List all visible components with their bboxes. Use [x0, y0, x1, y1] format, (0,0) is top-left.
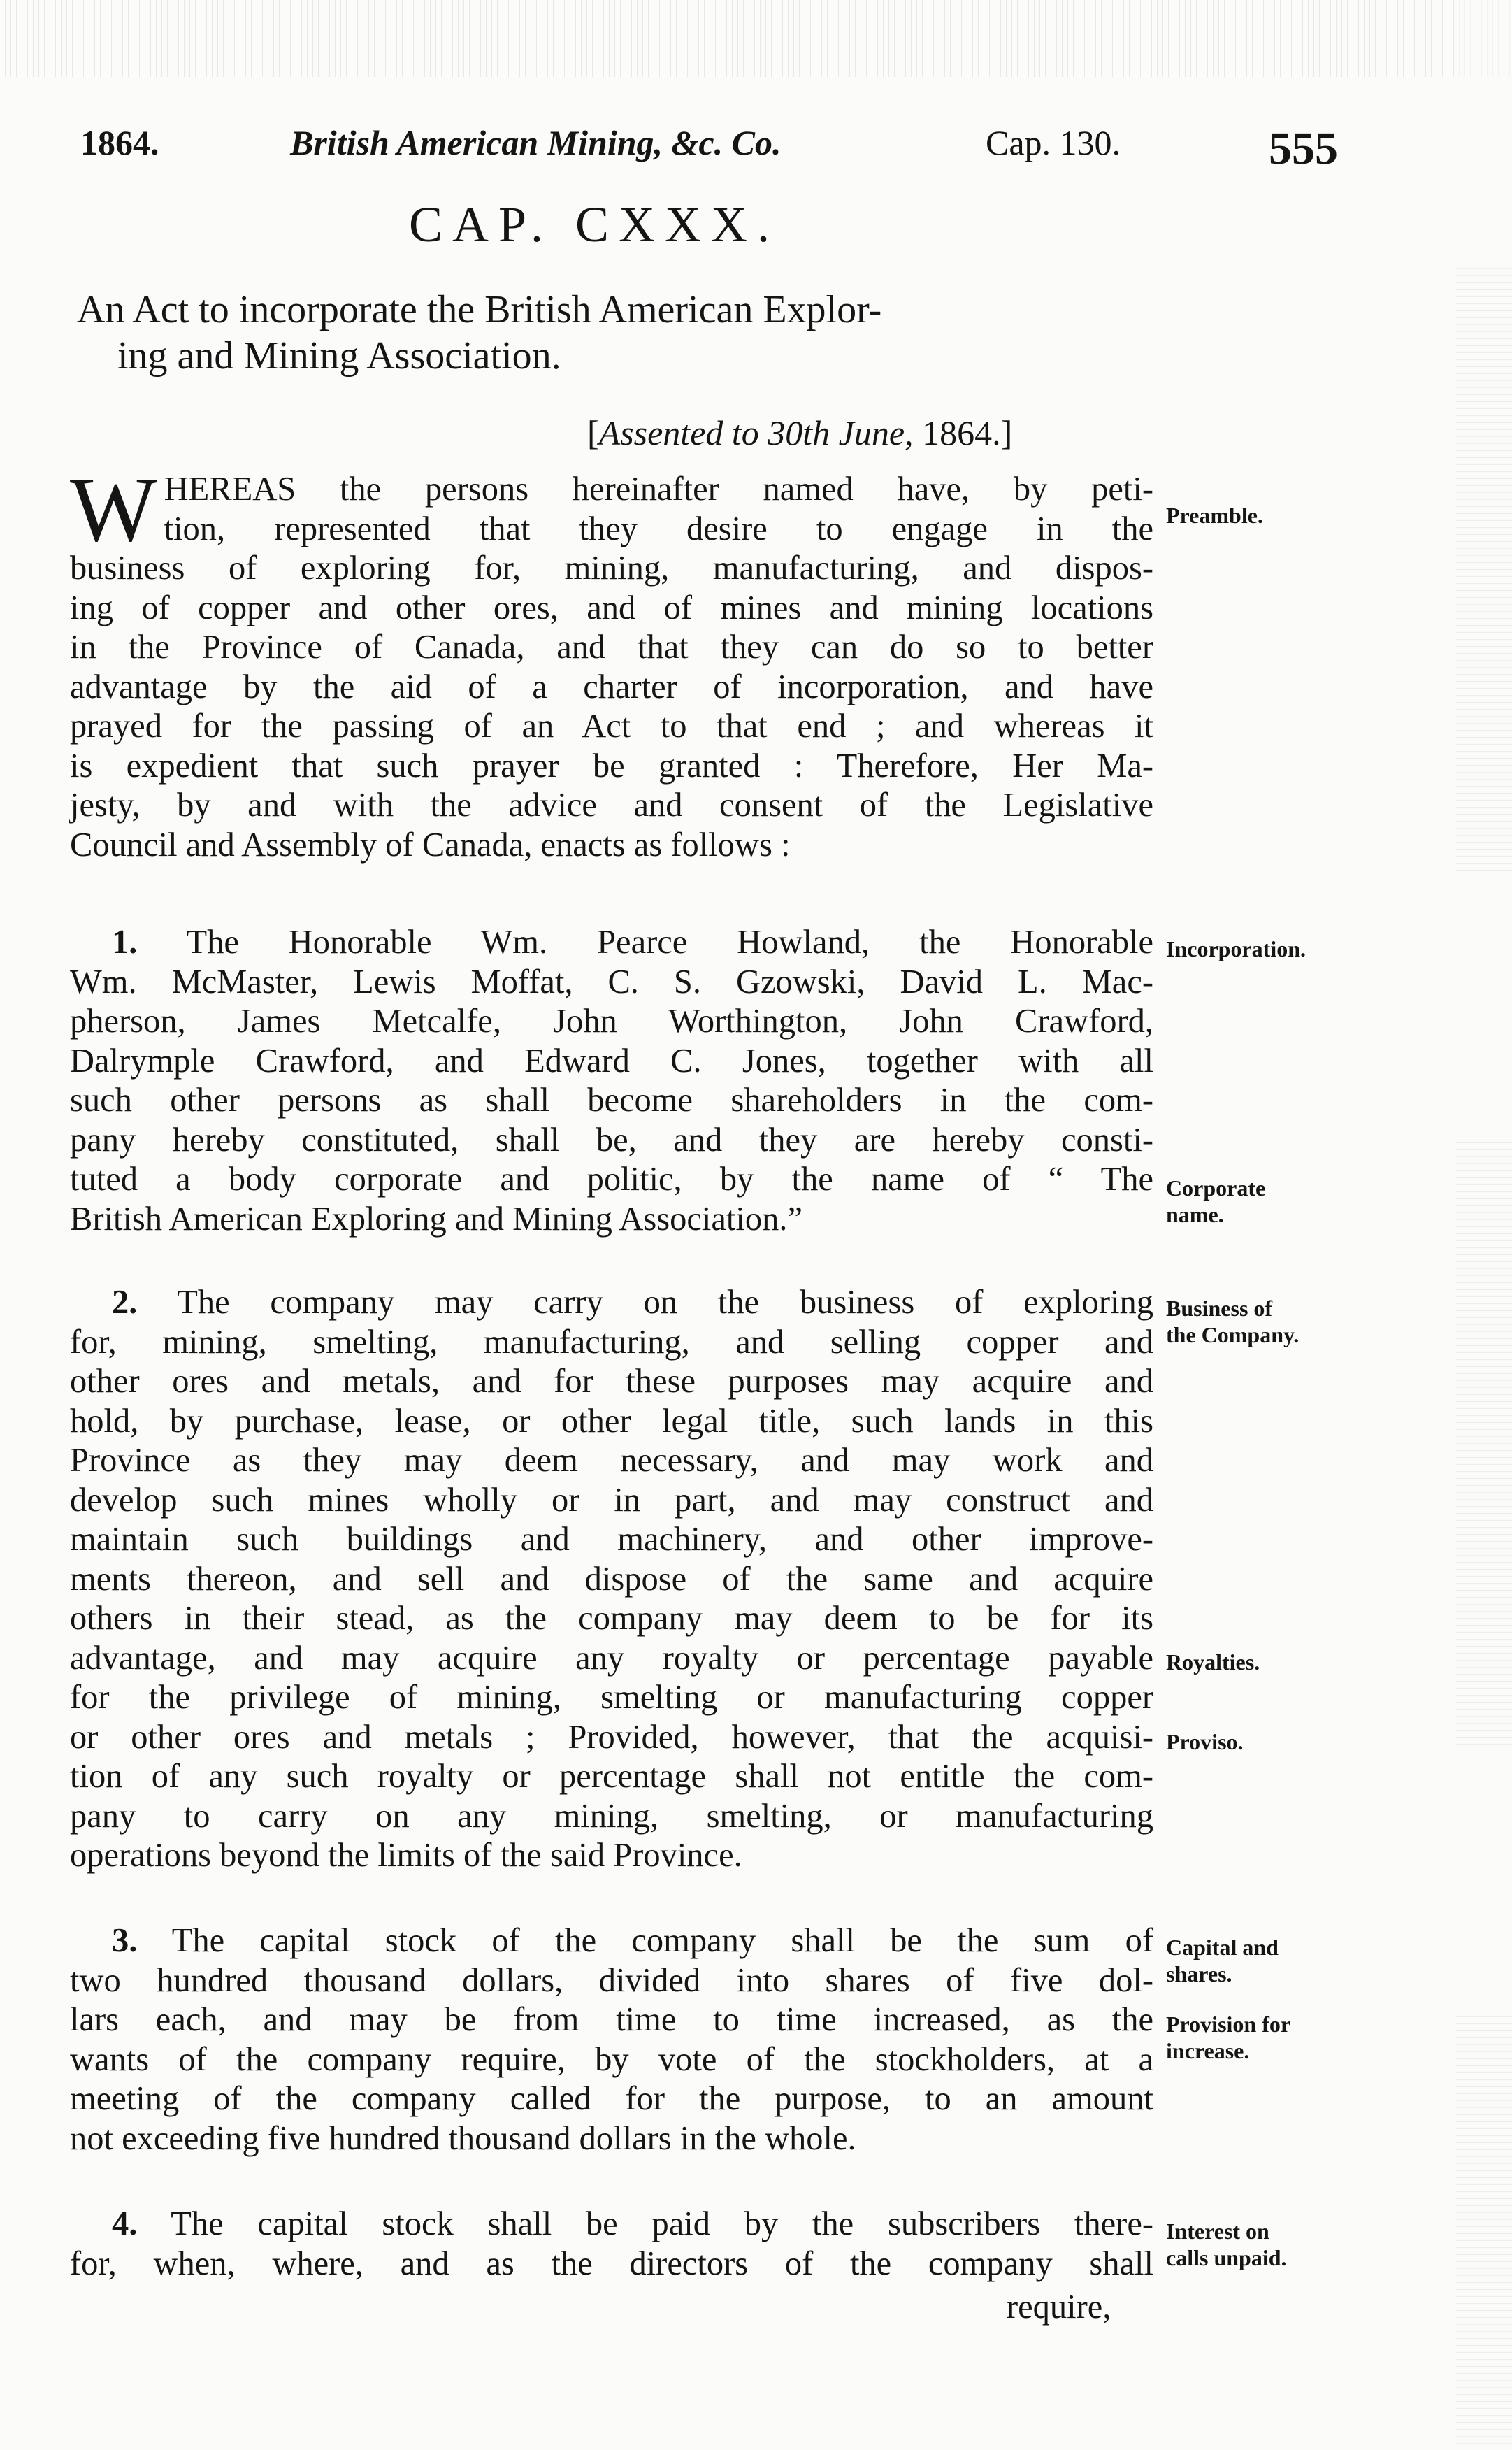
margin-note-preamble: Preamble.	[1166, 503, 1263, 528]
section-number: 3.	[112, 1922, 138, 1959]
section-line: lars each, and may be from time to time increased, as the	[70, 2001, 1153, 2038]
preamble-line: is expedient that such prayer be granted : Therefore, Her Ma-	[70, 747, 1153, 785]
section-line: hold, by purchase, lease, or other legal title, such lands in this	[70, 1402, 1153, 1440]
section-line: meeting of the company called for the purpose, to an amount	[70, 2080, 1153, 2117]
preamble-line: prayed for the passing of an Act to that end ; and whereas it	[70, 708, 1153, 745]
section-line: tion of any such royalty or percentage shall not entitle the com-	[70, 1758, 1153, 1795]
running-head-chapter: Cap. 130.	[986, 123, 1121, 162]
section-line: The Honorable Wm. Pearce Howland, the Honorable	[186, 924, 1153, 961]
margin-note-line: shares.	[1166, 1961, 1232, 1986]
section-line: The capital stock of the company shall be the sum of	[171, 1922, 1154, 1959]
preamble-line: advantage by the aid of a charter of incorporation, and have	[70, 668, 1153, 705]
section-2	[70, 1283, 1153, 1876]
chapter-heading: CAP. CXXX.	[408, 196, 780, 252]
margin-note-capital	[1166, 1934, 1348, 1987]
margin-note-interest	[1166, 2218, 1348, 2271]
section-line: for, mining, smelting, manufacturing, and selling copper and	[70, 1323, 1153, 1361]
section-line: Wm. McMaster, Lewis Moffat, C. S. Gzowski, David L. Mac-	[70, 963, 1153, 1001]
margin-note-line: Interest on	[1166, 2219, 1269, 2244]
assent-year: 1864.	[922, 413, 1001, 452]
preamble-paragraph	[70, 458, 1153, 865]
margin-note-business	[1166, 1295, 1348, 1348]
section-line: for, when, where, and as the directors of the company shall	[70, 2244, 1153, 2282]
preamble-line: business of exploring for, mining, manufacturing, and dispos-	[70, 550, 1153, 587]
act-title-line-1: An Act to incorporate the British American Explor-	[77, 288, 882, 331]
section-line: tuted a body corporate and politic, by the name of “ The	[70, 1161, 1153, 1198]
running-head-title: British American Mining, &c. Co.	[290, 123, 782, 162]
section-number: 2.	[112, 1284, 138, 1321]
act-title-line-2: ing and Mining Association.	[117, 334, 561, 378]
section-line: for the privilege of mining, smelting or manufacturing copper	[70, 1679, 1153, 1716]
preamble-line: tion, represented that they desire to engage in the	[164, 510, 1153, 547]
section-1	[70, 923, 1153, 1239]
margin-note-line: increase.	[1166, 2038, 1250, 2063]
margin-note-incorporation: Incorporation.	[1166, 936, 1306, 961]
section-line: wants of the company require, by vote of the stockholders, at a	[70, 2040, 1153, 2078]
section-line: other ores and metals, and for these purposes may acquire and	[70, 1363, 1153, 1400]
margin-note-line: Corporate	[1166, 1175, 1266, 1201]
preamble-line: ing of copper and other ores, and of mines and mining locations	[70, 589, 1153, 626]
margin-note-line: Provision for	[1166, 2012, 1291, 2037]
act-title	[77, 287, 1167, 379]
section-line: such other persons as shall become shareholders in the com-	[70, 1082, 1153, 1119]
section-3	[70, 1921, 1153, 2158]
section-line: Province as they may deem necessary, and may work and	[70, 1442, 1153, 1479]
margin-note-proviso: Proviso.	[1166, 1729, 1244, 1754]
section-line: ments thereon, and sell and dispose of the same and acquire	[70, 1560, 1153, 1598]
section-line: or other ores and metals ; Provided, however, that the acquisi-	[70, 1718, 1153, 1756]
section-4	[70, 2205, 1153, 2284]
section-line: advantage, and may acquire any royalty or percentage payable	[70, 1639, 1153, 1677]
section-line: operations beyond the limits of the said Province.	[70, 1837, 742, 1874]
margin-note-increase	[1166, 2011, 1348, 2064]
section-line: develop such mines wholly or in part, and may construct and	[70, 1481, 1153, 1519]
section-line: Dalrymple Crawford, and Edward C. Jones, together with all	[70, 1042, 1153, 1080]
section-line: British American Exploring and Mining Association.”	[70, 1200, 803, 1238]
running-head	[80, 122, 1360, 174]
running-head-year: 1864.	[80, 123, 159, 162]
assent-date-text: Assented to 30th June,	[598, 413, 914, 452]
section-line: pany to carry on any mining, smelting, or manufacturing	[70, 1797, 1153, 1835]
section-line: pherson, James Metcalfe, John Worthington, John Crawford,	[70, 1003, 1153, 1040]
margin-note-royalties: Royalties.	[1166, 1649, 1260, 1675]
drop-cap: W	[70, 458, 157, 561]
section-line: maintain such buildings and machinery, and other improve-	[70, 1521, 1153, 1558]
section-line: two hundred thousand dollars, divided into shares of five dol-	[70, 1961, 1153, 1999]
preamble-line: Council and Assembly of Canada, enacts as follows :	[70, 826, 791, 864]
section-line: The company may carry on the business of exploring	[177, 1284, 1153, 1321]
margin-note-line: Capital and	[1166, 1935, 1279, 1960]
section-line: pany hereby constituted, shall be, and they are hereby consti-	[70, 1121, 1153, 1159]
margin-note-line: name.	[1166, 1202, 1224, 1227]
preamble-line: in the Province of Canada, and that they can do so to better	[70, 629, 1153, 666]
margin-note-line: calls unpaid.	[1166, 2245, 1287, 2270]
page-number: 555	[1269, 123, 1338, 174]
catchword: require,	[1007, 2288, 1111, 2326]
section-line: not exceeding five hundred thousand dollars in the whole.	[70, 2119, 856, 2157]
section-number: 1.	[112, 924, 138, 961]
section-line: The capital stock shall be paid by the subscribers there-	[171, 2205, 1154, 2242]
margin-note-corporate-name	[1166, 1175, 1348, 1228]
preamble-line: HEREAS the persons hereinafter named have, by peti-	[164, 471, 1153, 508]
margin-note-line: Business of	[1166, 1296, 1273, 1321]
preamble-line: jesty, by and with the advice and consent of the Legislative	[70, 787, 1153, 824]
section-number: 4.	[112, 2205, 138, 2242]
margin-note-line: the Company.	[1166, 1322, 1299, 1347]
assent-date: [Assented to 30th June, 1864.]	[587, 413, 1013, 452]
section-line: others in their stead, as the company may deem to be for its	[70, 1600, 1153, 1637]
